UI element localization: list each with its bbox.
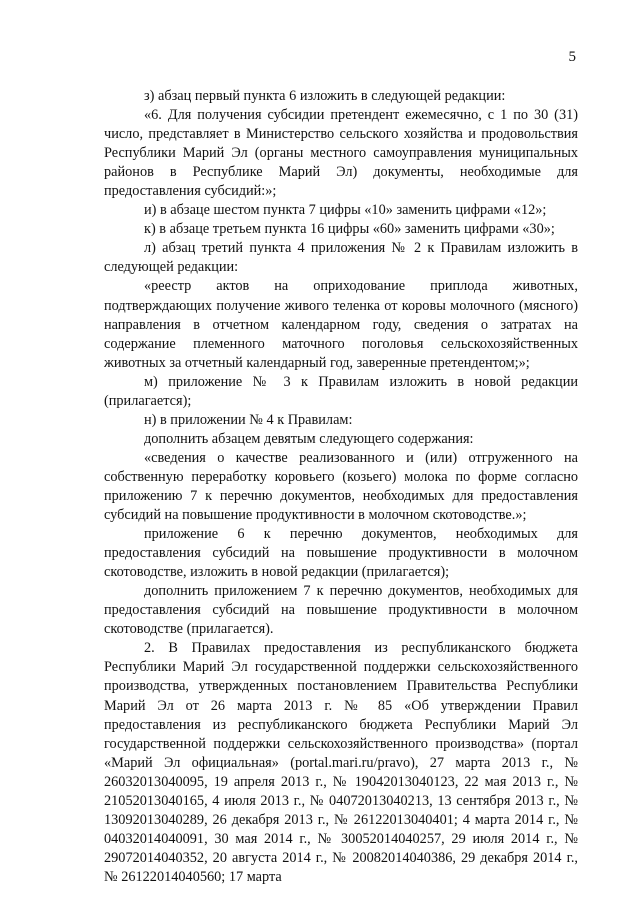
paragraph-z: з) абзац первый пункта 6 изложить в следующей редакции:: [144, 88, 506, 104]
document-body: [104, 87, 578, 887]
paragraph-n: н) в приложении № 4 к Правилам:: [144, 411, 353, 428]
paragraph-add-ninth: дополнить абзацем девятым следующего содержания:: [144, 430, 474, 447]
paragraph-l: л) абзац третий пункта 4 приложения № 2 к Правилам изложить в следующей редакции:: [104, 240, 578, 276]
paragraph-milk-quality-text: «сведения о качестве реализованного и (или) отгруженного на собственную переработку коровьего (козьего) молока по форме согласно приложению 7 к перечню документов, необходимых для предоставления субсидий на повышение продуктивности в молочном скотоводстве.»;: [104, 449, 578, 524]
paragraph-item-2: 2. В Правилах предоставления из республиканского бюджета Республики Марий Эл государственной поддержки сельскохозяйственного производства, утвержденных постановлением Правительства Республики Марий Эл от 26 марта 2013 г. № 85 «Об утверждении Правил предоставления из республиканского бюджета Республики Марий Эл государственной поддержки сельскохозяйственного производства» (портал «Марий Эл официальная» (portal.mari.ru/pravo), 27 марта 2013 г., № 26032013040095, 19 апреля 2013 г., № 19042013040123, 22 мая 2013 г., № 21052013040165, 4 июля 2013 г., № 04072013040213, 13 сентября 2013 г., № 13092013040289, 26 декабря 2013 г., № 26122013040401; 4 марта 2014 г., № 04032014040091, 30 мая 2014 г., № 30052014040257, 29 июля 2014 г., № 29072014040352, 20 августа 2014 г., № 20082014040386, 29 декабря 2014 г., № 26122014040560; 17 марта: [104, 640, 578, 885]
paragraph-appendix-6: приложение 6 к перечню документов, необходимых для предоставления субсидий на повышение продуктивности в молочном скотоводстве, изложить в новой редакции (прилагается);: [104, 526, 578, 581]
paragraph-m: м) приложение № 3 к Правилам изложить в новой редакции (прилагается);: [104, 373, 578, 409]
paragraph-registry-text: «реестр актов на оприходование приплода животных, подтверждающих получение живого теленка от коровы молочного (мясного) направления в отчетном календарном году, сведения о затратах на содержание племенного маточного поголовья сельскохозяйственных животных за отчетный календарный год, заверенные претендентом;»;: [104, 278, 578, 371]
paragraph-point-6-text: «6. Для получения субсидии претендент ежемесячно, с 1 по 30 (31) число, представляет в Министерство сельского хозяйства и продовольствия Республики Марий Эл (органы местного самоуправления муниципальных районов в Республике Марий Эл) документы, необходимые для предоставления субсидий:»;: [104, 107, 578, 200]
paragraph-i: и) в абзаце шестом пункта 7 цифры «10» заменить цифрами «12»;: [144, 202, 547, 219]
page-number: 5: [568, 49, 576, 65]
paragraph-appendix-7: дополнить приложением 7 к перечню документов, необходимых для предоставления субсидий на повышение продуктивности в молочном скотоводстве (прилагается).: [104, 583, 578, 638]
paragraph-k: к) в абзаце третьем пункта 16 цифры «60» заменить цифрами «30»;: [144, 221, 555, 238]
